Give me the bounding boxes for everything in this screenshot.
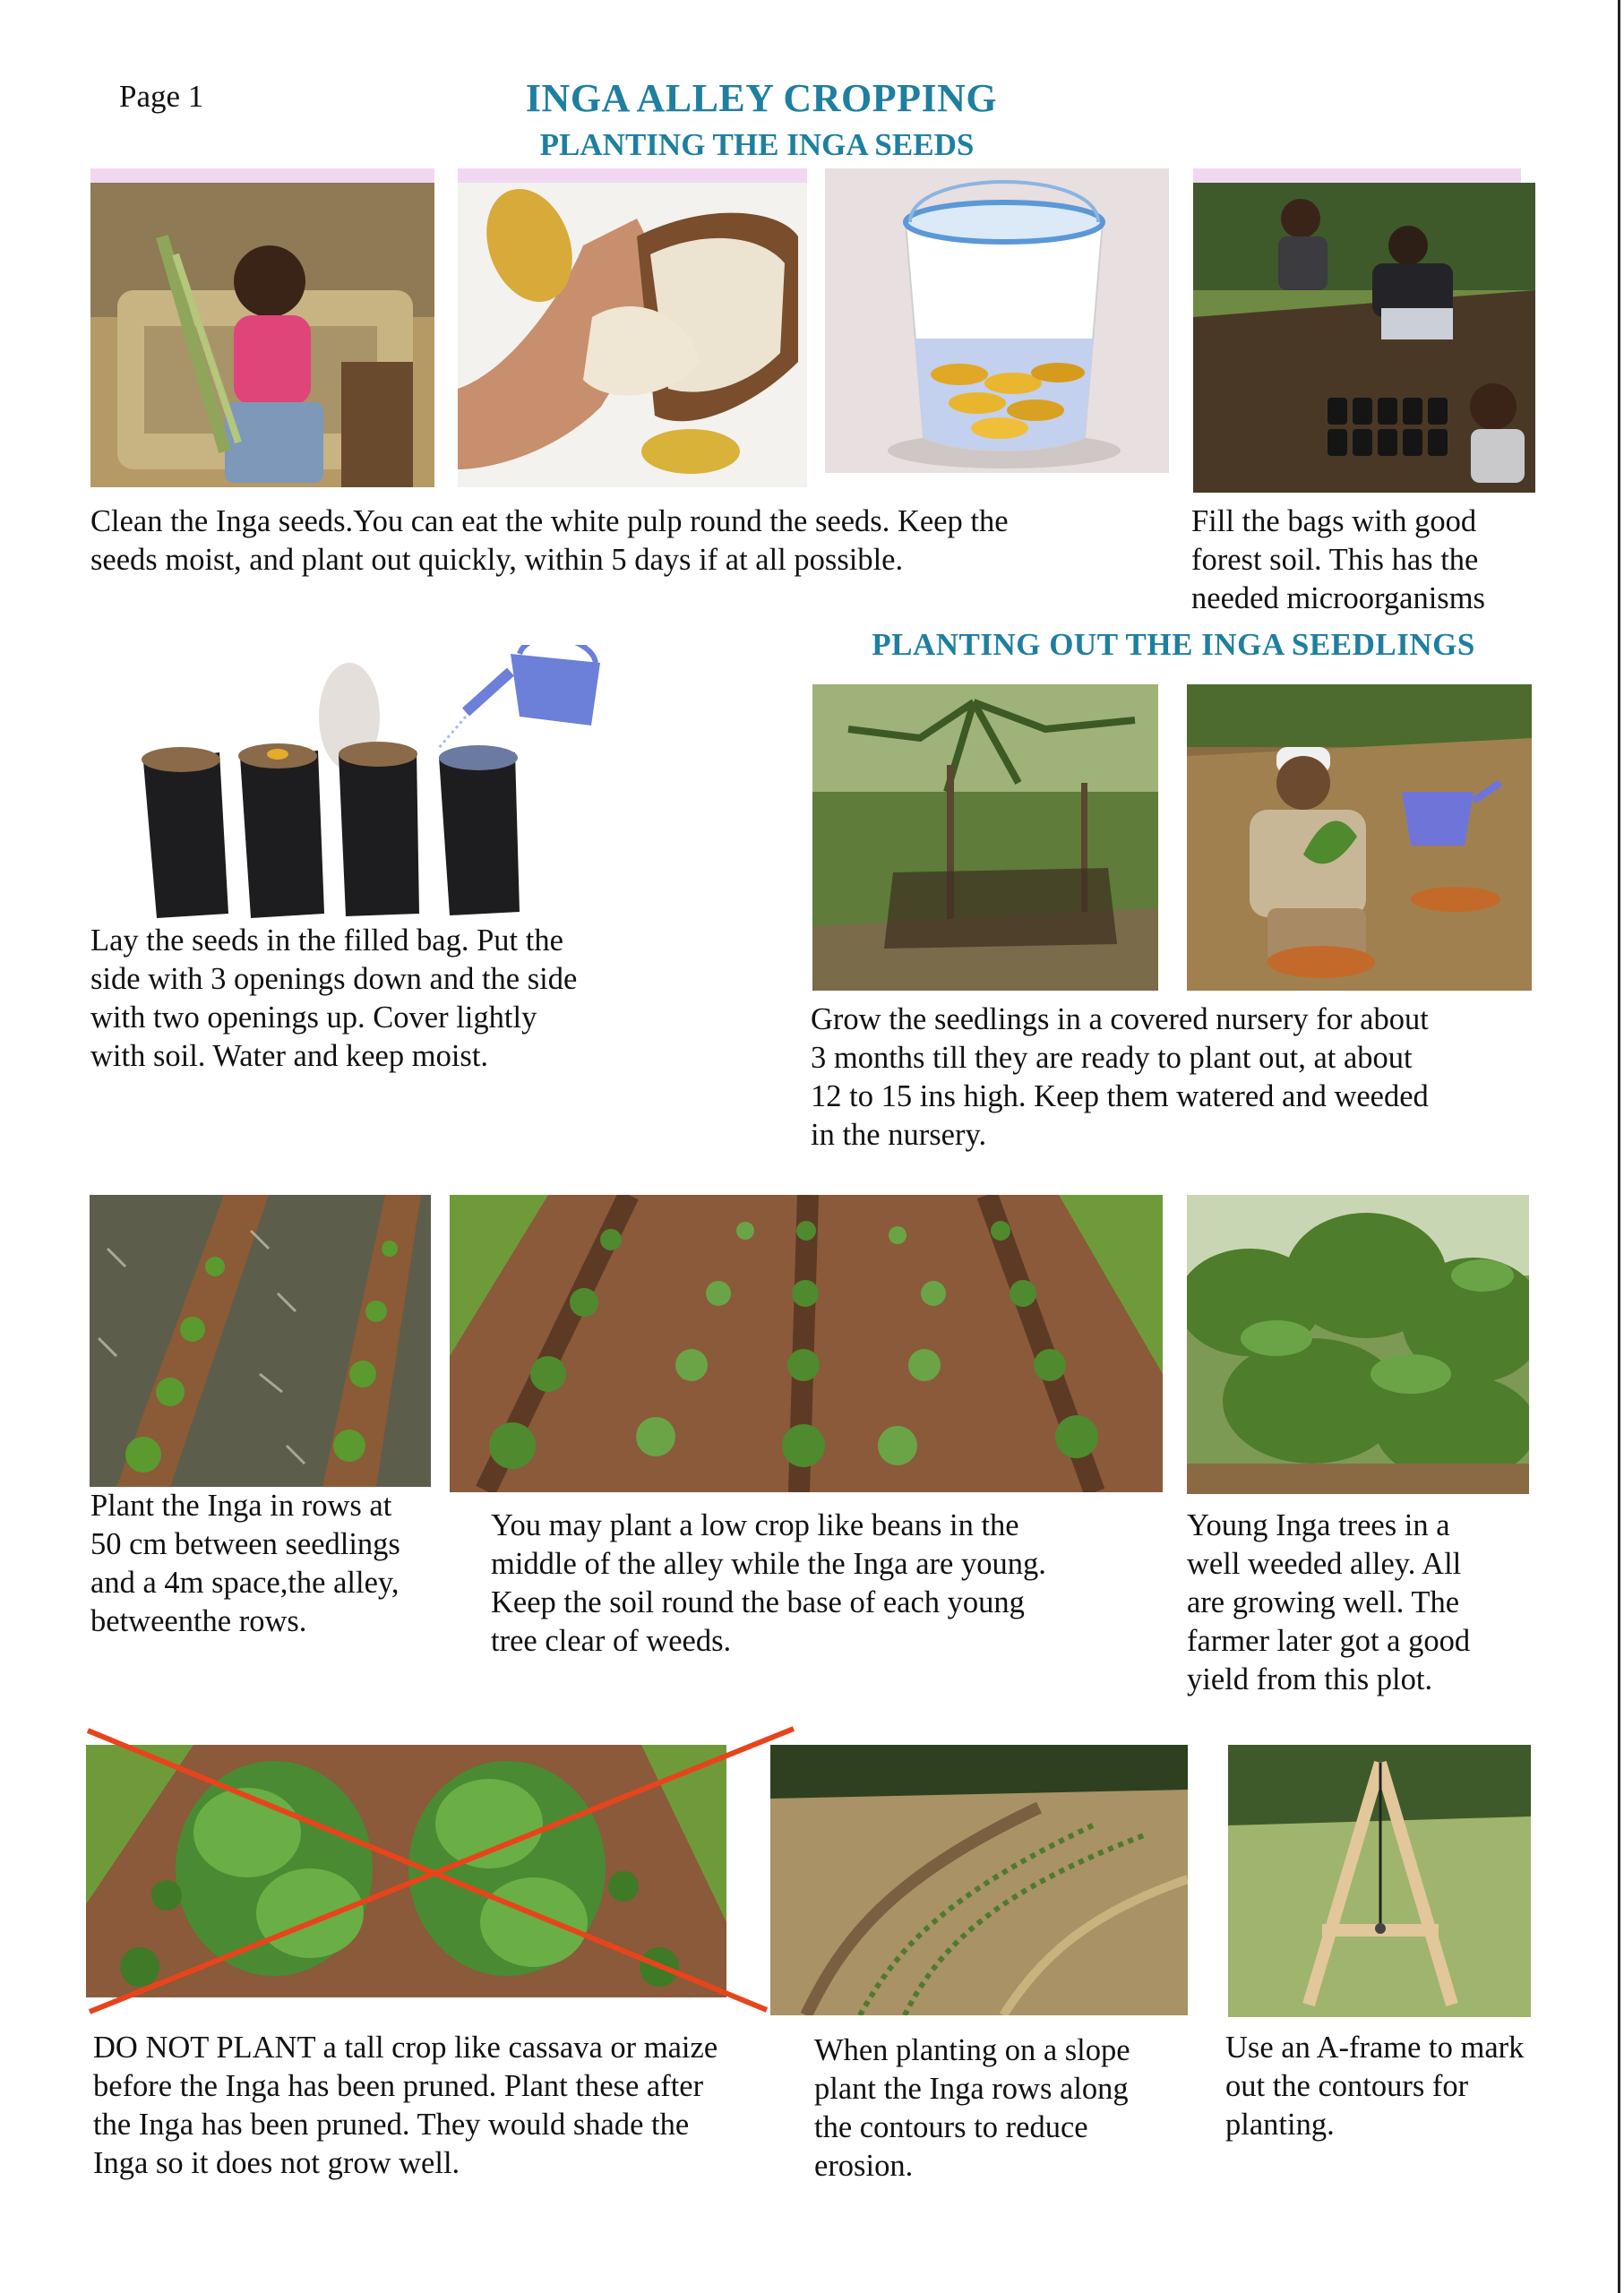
farmer-planting-seedling-photo [1187,684,1532,991]
caption-lay-seeds: Lay the seeds in the filled bag. Put the side with 3 openings down and the side with two openings up. Cover lightly with soil. Water and keep moist. [90,923,578,1073]
caption-slope: When planting on a slope plant the Inga rows along the contours to reduce erosion. [814,2033,1130,2183]
caption-a-frame: Use an A-frame to mark out the contours for planting. [1225,2031,1525,2142]
alley-with-low-crop-illustration [450,1195,1163,1492]
caption-plant-rows: Plant the Inga in rows at 50 cm between seedlings and a 4m space,the alley, betweenthe rows. [90,1489,400,1638]
caption-grow-seedlings: Grow the seedlings in a covered nursery for about 3 months till they are ready to plant out, at about 12 to 15 ins high. Keep them watered and weeded in the nursery. [811,1002,1429,1152]
section-heading-planting-out: PLANTING OUT THE INGA SEEDLINGS [872,627,1475,662]
filling-bags-photo [1193,183,1535,493]
pink-bar [458,168,807,183]
child-with-inga-pod-photo [90,183,434,487]
page-edge-rule [1618,0,1620,2293]
tall-crop-crossed-out-illustration [86,1725,797,2017]
page-subtitle: PLANTING THE INGA SEEDS [539,127,975,162]
opened-inga-pod-photo [458,183,807,487]
young-inga-trees-photo [1187,1195,1529,1494]
pink-bar [1193,168,1521,183]
covered-nursery-photo [812,684,1158,991]
seed-bags-illustration [134,645,618,923]
caption-fill-bags: Fill the bags with good forest soil. This has the needed microorganisms [1191,504,1485,615]
inga-rows-photo [90,1195,431,1487]
contour-rows-slope-photo [770,1745,1188,2015]
page-label: Page 1 [119,79,204,114]
caption-clean-seeds: Clean the Inga seeds.You can eat the white pulp round the seeds. Keep the seeds moist, and plant out quickly, within 5 days if at all possible. [90,504,1009,577]
caption-young-trees: Young Inga trees in a well weeded alley. All are growing well. The farmer later got a good yield from this plot. [1187,1508,1471,1696]
bucket-of-seeds-illustration [825,168,1169,473]
page-title: INGA ALLEY CROPPING [525,76,998,120]
caption-do-not-plant: DO NOT PLANT a tall crop like cassava or maize before the Inga has been pruned. Plant these after the Inga has been pruned. They would shade the Inga so it does not grow well. [93,2031,718,2180]
a-frame-photo [1228,1745,1531,2017]
caption-low-crop: You may plant a low crop like beans in the middle of the alley while the Inga are young. Keep the soil round the base of each young tree clear of weeds. [491,1508,1046,1658]
pink-bar [90,168,434,183]
